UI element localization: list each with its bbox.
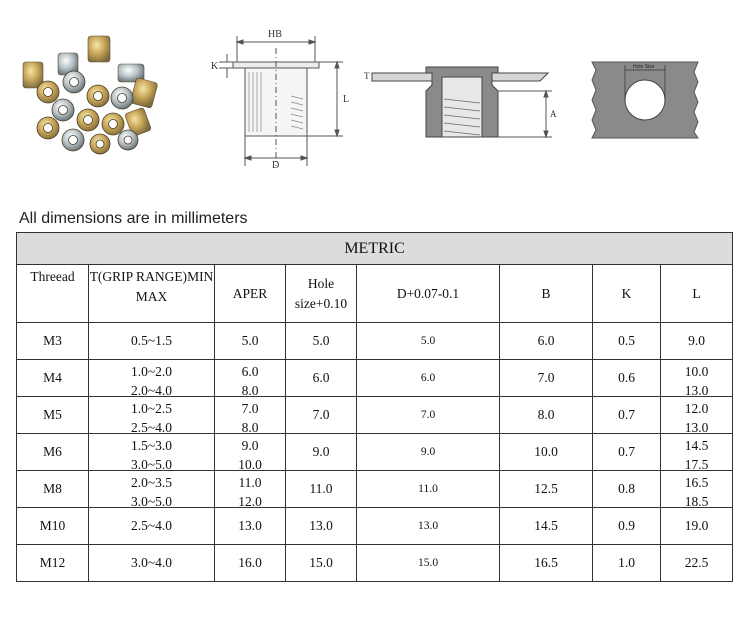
- cell-b: 6.0: [500, 323, 593, 360]
- cell-k: 0.7: [593, 397, 661, 434]
- table-row: [17, 508, 733, 545]
- cell-hole: 13.0: [286, 508, 357, 545]
- cell-hole: 15.0: [286, 545, 357, 582]
- hole-size-diagram: [588, 60, 703, 140]
- cell-d: 6.0: [357, 360, 500, 397]
- cell-a: 5.0: [215, 323, 286, 360]
- header-l: L: [661, 265, 733, 323]
- d-label: D: [272, 160, 280, 171]
- cell-k: 0.8: [593, 471, 661, 508]
- cell-hole: 9.0: [286, 434, 357, 471]
- cell-d: 9.0: [357, 434, 500, 471]
- header-d: D+0.07-0.1: [357, 265, 500, 323]
- cell-thread: M4: [17, 360, 89, 397]
- cell-grip: 0.5~1.5: [89, 323, 215, 360]
- cell-b: 8.0: [500, 397, 593, 434]
- cell-a: 16.0: [215, 545, 286, 582]
- cell-hole: 11.0: [286, 471, 357, 508]
- header-hole-size: Hole size+0.10: [286, 265, 357, 323]
- cell-k: 0.7: [593, 434, 661, 471]
- cell-thread: M8: [17, 471, 89, 508]
- hole-size-label: Hole Size: [633, 64, 655, 70]
- cell-a: 13.0: [215, 508, 286, 545]
- a-label: A: [550, 109, 557, 119]
- table-row: [17, 471, 733, 508]
- cell-l: 19.0: [661, 508, 733, 545]
- t-label: T: [364, 71, 370, 81]
- cell-d: 13.0: [357, 508, 500, 545]
- installed-cross-section-diagram: [362, 55, 562, 145]
- cell-grip: 1.0~2.0 2.0~4.0: [89, 360, 215, 397]
- units-caption: All dimensions are in millimeters: [19, 210, 248, 227]
- cell-hole: 6.0: [286, 360, 357, 397]
- table-row: [17, 545, 733, 582]
- cell-l: 12.0 13.0: [661, 397, 733, 434]
- cell-d: 7.0: [357, 397, 500, 434]
- table-row: [17, 434, 733, 471]
- cell-a: 9.0 10.0: [215, 434, 286, 471]
- hb-label: HB: [268, 29, 282, 40]
- table-row: [17, 397, 733, 434]
- cell-k: 0.5: [593, 323, 661, 360]
- rivet-nut-dimension-diagram: [205, 26, 355, 171]
- cell-grip: 1.0~2.5 2.5~4.0: [89, 397, 215, 434]
- cell-a: 11.0 12.0: [215, 471, 286, 508]
- k-label: K: [211, 61, 219, 72]
- header-thread: Threead: [17, 265, 89, 323]
- cell-k: 0.9: [593, 508, 661, 545]
- header-a: APER: [215, 265, 286, 323]
- cell-l: 16.5 18.5: [661, 471, 733, 508]
- header-b: B: [500, 265, 593, 323]
- cell-d: 15.0: [357, 545, 500, 582]
- cell-b: 16.5: [500, 545, 593, 582]
- cell-k: 1.0: [593, 545, 661, 582]
- cell-grip: 3.0~4.0: [89, 545, 215, 582]
- cell-b: 14.5: [500, 508, 593, 545]
- cell-b: 12.5: [500, 471, 593, 508]
- cell-thread: M12: [17, 545, 89, 582]
- cell-grip: 1.5~3.0 3.0~5.0: [89, 434, 215, 471]
- table-title: METRIC: [17, 233, 733, 265]
- header-k: K: [593, 265, 661, 323]
- l-label: L: [343, 94, 350, 105]
- cell-thread: M6: [17, 434, 89, 471]
- cell-d: 11.0: [357, 471, 500, 508]
- cell-b: 7.0: [500, 360, 593, 397]
- rivet-nuts-photo: [18, 28, 173, 158]
- header-grip-range: T(GRIP RANGE)MIN MAX: [89, 265, 215, 323]
- table-header-row: [17, 265, 733, 323]
- cell-k: 0.6: [593, 360, 661, 397]
- cell-thread: M5: [17, 397, 89, 434]
- table-row: [17, 360, 733, 397]
- cell-l: 10.0 13.0: [661, 360, 733, 397]
- metric-spec-table: [16, 232, 733, 582]
- cell-thread: M10: [17, 508, 89, 545]
- table-row: [17, 323, 733, 360]
- cell-a: 6.0 8.0: [215, 360, 286, 397]
- cell-grip: 2.0~3.5 3.0~5.0: [89, 471, 215, 508]
- cell-grip: 2.5~4.0: [89, 508, 215, 545]
- cell-b: 10.0: [500, 434, 593, 471]
- cell-thread: M3: [17, 323, 89, 360]
- cell-l: 9.0: [661, 323, 733, 360]
- cell-a: 7.0 8.0: [215, 397, 286, 434]
- cell-hole: 5.0: [286, 323, 357, 360]
- cell-hole: 7.0: [286, 397, 357, 434]
- cell-l: 22.5: [661, 545, 733, 582]
- cell-d: 5.0: [357, 323, 500, 360]
- cell-l: 14.5 17.5: [661, 434, 733, 471]
